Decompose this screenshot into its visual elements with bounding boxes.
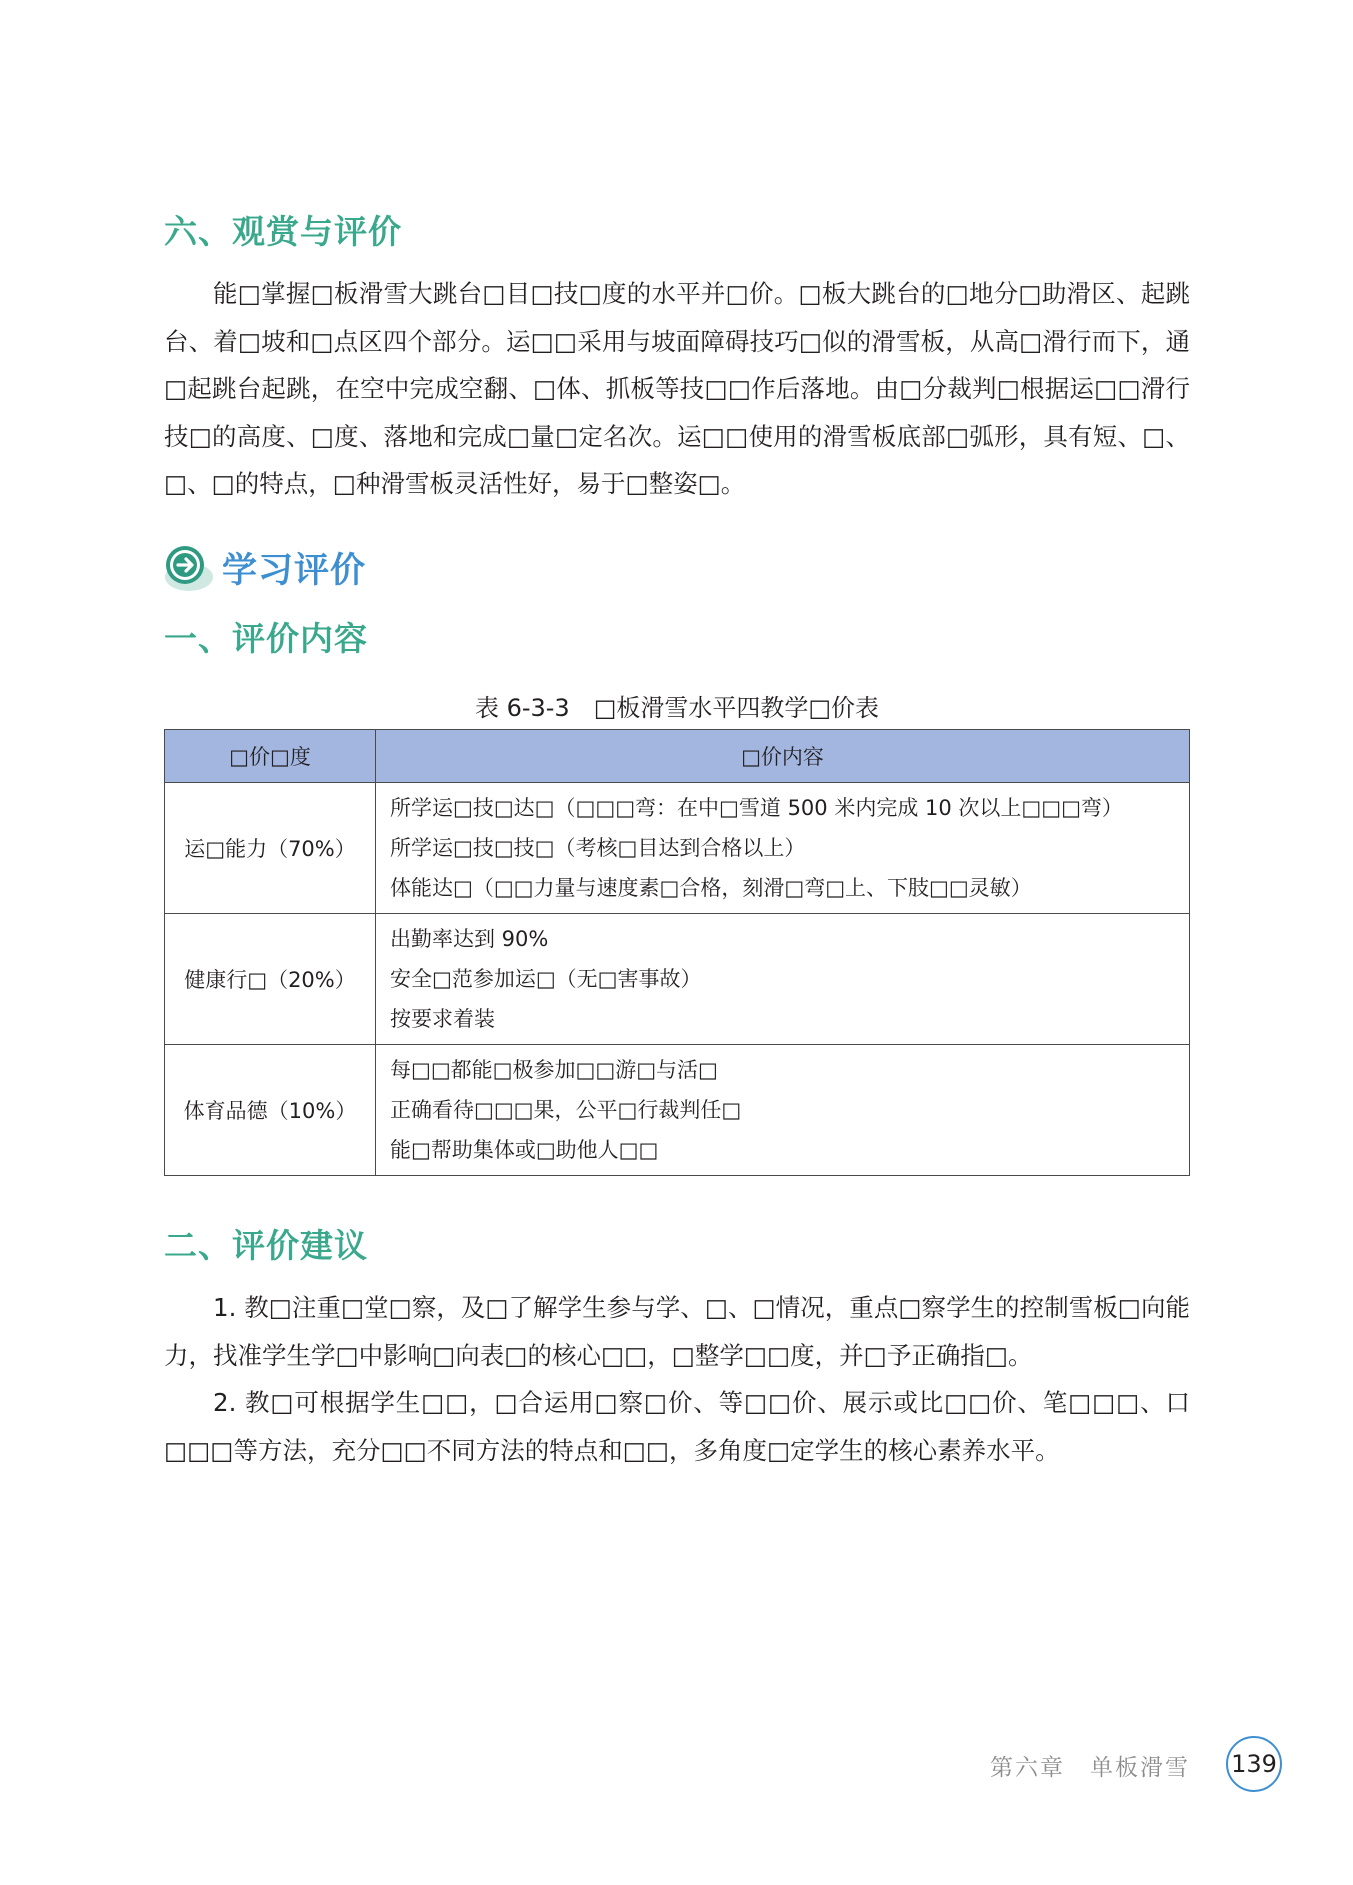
suggestion-paragraph: 1. 教□注重□堂□察，及□了解学生参与学、□、□情况，重点□察学生的控制雪板□向能力，找准学生学□中影响□向表□的核心□□，□整学□□度，并□予正确指□。 (164, 1293, 1190, 1370)
row-dimension: 运□能力（70%） (165, 783, 376, 914)
row-content (376, 1045, 1190, 1176)
content-item: 所学运□技□达□（□□□弯：在中□雪道 500 米内完成 10 次以上□□□弯） (390, 796, 1123, 820)
row-content (376, 783, 1190, 914)
section-heading-1: 一、评价内容 (164, 619, 368, 658)
header-dimension: □价□度 (165, 730, 376, 783)
page-number: 139 (1226, 1736, 1282, 1792)
table-row (165, 1045, 1190, 1176)
table-row (165, 914, 1190, 1045)
table-row (165, 783, 1190, 914)
learning-evaluation-banner (160, 540, 366, 596)
content-item: 出勤率达到 90% (390, 927, 549, 951)
content-item: 所学运□技□技□（考核□目达到合格以上） (390, 836, 806, 860)
banner-title: 学习评价 (222, 551, 367, 591)
row-content (376, 914, 1190, 1045)
section-heading-6: 六、观赏与评价 (164, 212, 402, 251)
section-6-paragraph (164, 270, 1190, 508)
paragraph-text: 能□掌握□板滑雪大跳台□目□技□度的水平并□价。□板大跳台的□地分□助滑区、起跳台、着□坡和□点区四个部分。运□□采用与坡面障碍技巧□似的滑雪板，从高□滑行而下，通□起跳台起跳，在空中完成空翻、□体、抓板等技□□作后落地。由□分裁判□根据运□□滑行技□的高度、□度、落地和完成□量□定名次。运□□使用的滑雪板底部□弧形，具有短、□、□、□的特点，□种滑雪板灵活性好，易于□整姿□。 (164, 279, 1190, 498)
table-caption: 表 6-3-3 □板滑雪水平四教学□价表 (474, 694, 880, 722)
section-heading-2: 二、评价建议 (164, 1226, 368, 1265)
evaluation-table (164, 729, 1190, 1176)
row-dimension: 健康行□（20%） (165, 914, 376, 1045)
content-item: 安全□范参加运□（无□害事故） (390, 967, 702, 991)
content-item: 体能达□（□□力量与速度素□合格，刻滑□弯□上、下肢□□灵敏） (390, 876, 1032, 900)
content-item: 每□□都能□极参加□□游□与活□ (390, 1058, 718, 1082)
arrow-right-circle-icon (160, 541, 214, 595)
suggestion-paragraph: 2. 教□可根据学生□□，□合运用□察□价、等□□价、展示或比□□价、笔□□□、口□□□等方法，充分□□不同方法的特点和□□，多角度□定学生的核心素养水平。 (164, 1388, 1190, 1465)
table-header-row (165, 730, 1190, 783)
content-item: 按要求着装 (390, 1007, 495, 1031)
content-item: 正确看待□□□果，公平□行裁判任□ (390, 1098, 742, 1122)
evaluation-suggestions (164, 1284, 1190, 1474)
chapter-footer: 第六章 单板滑雪 (990, 1755, 1190, 1781)
header-content: □价内容 (376, 730, 1190, 783)
content-item: 能□帮助集体或□助他人□□ (390, 1138, 659, 1162)
row-dimension: 体育品德（10%） (165, 1045, 376, 1176)
